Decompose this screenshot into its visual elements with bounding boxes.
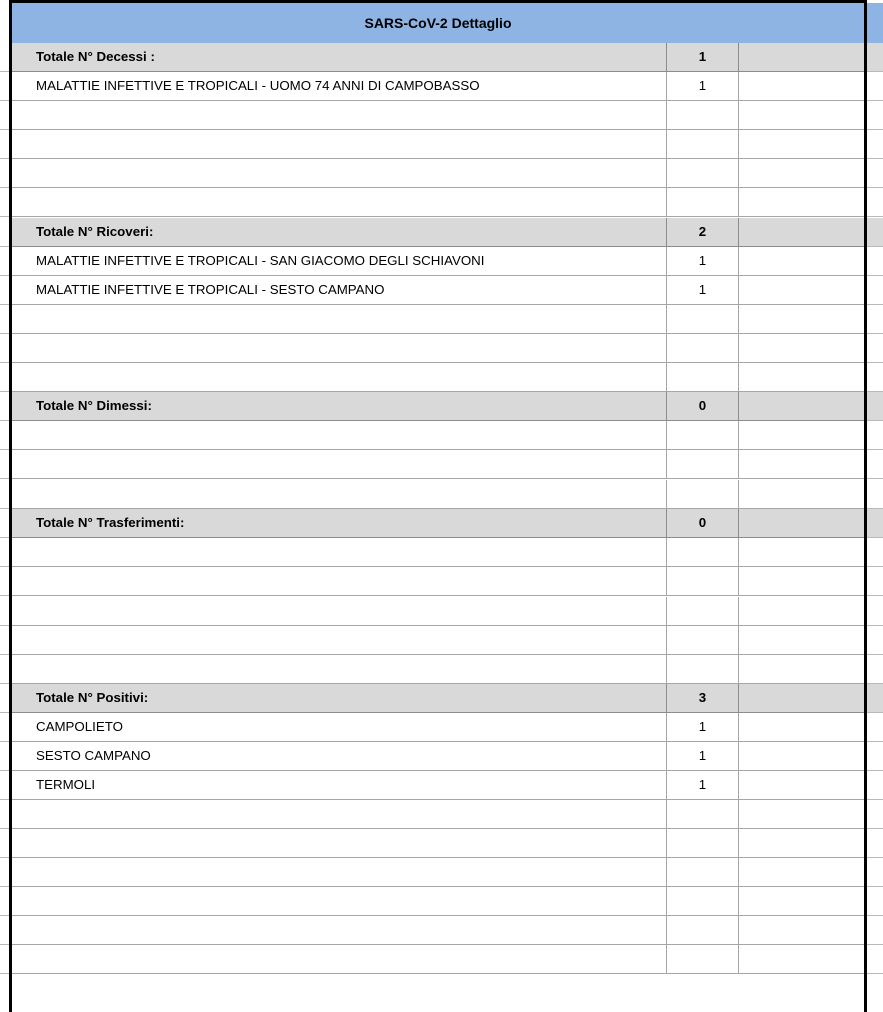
- gridline: [867, 478, 883, 479]
- outside-cell: [867, 421, 883, 450]
- empty-cell[interactable]: [739, 684, 864, 712]
- label-cell[interactable]: MALATTIE INFETTIVE E TROPICALI - UOMO 74 ANNI DI CAMPOBASSO: [12, 72, 667, 100]
- table-row: [12, 655, 864, 684]
- outside-cell: [867, 247, 883, 276]
- empty-cell[interactable]: [739, 43, 864, 71]
- gridline: [0, 886, 9, 887]
- gridline: [0, 683, 9, 684]
- table-row: [12, 421, 864, 450]
- outside-cell: [867, 101, 883, 130]
- table-row: [12, 101, 864, 130]
- gridline: [867, 595, 883, 596]
- outside-cell: [867, 829, 883, 858]
- label-cell[interactable]: [12, 159, 667, 187]
- table-row: [12, 916, 864, 945]
- total-row: [12, 684, 864, 713]
- top-border: [9, 0, 867, 3]
- table-row: [12, 305, 864, 334]
- right-border: [864, 0, 867, 1012]
- sheet-title: SARS-CoV-2 Dettaglio: [12, 3, 864, 44]
- value-cell[interactable]: [667, 538, 739, 566]
- gridline: [0, 100, 9, 101]
- outside-cell: [867, 392, 883, 421]
- total-row: [12, 218, 864, 247]
- value-cell[interactable]: [667, 858, 739, 886]
- outside-cell: [867, 159, 883, 188]
- outside-cell: [867, 188, 883, 217]
- outside-cell: [867, 43, 883, 72]
- outside-cell: [867, 363, 883, 392]
- table-row: [12, 829, 864, 858]
- value-cell[interactable]: [667, 421, 739, 449]
- label-cell[interactable]: MALATTIE INFETTIVE E TROPICALI - SESTO CAMPANO: [12, 276, 667, 304]
- value-cell[interactable]: [667, 305, 739, 333]
- total-value-cell[interactable]: 0: [667, 392, 739, 420]
- label-cell[interactable]: [12, 567, 667, 595]
- total-row: [12, 392, 864, 421]
- value-cell[interactable]: [667, 334, 739, 362]
- value-cell[interactable]: 1: [667, 276, 739, 304]
- empty-cell[interactable]: [739, 509, 864, 537]
- gridline: [0, 187, 9, 188]
- gridline: [0, 973, 9, 974]
- value-cell[interactable]: [667, 480, 739, 508]
- gridline: [0, 391, 9, 392]
- table-row: [12, 597, 864, 626]
- table-row: [12, 742, 864, 771]
- value-cell[interactable]: [667, 188, 739, 216]
- value-cell[interactable]: [667, 597, 739, 625]
- label-cell[interactable]: [12, 101, 667, 129]
- empty-cell[interactable]: [739, 392, 864, 420]
- table-row: [12, 276, 864, 305]
- gridline: [867, 216, 883, 217]
- gridline: [0, 216, 9, 217]
- gridline: [0, 362, 9, 363]
- gridline: [0, 246, 9, 247]
- gridline: [0, 799, 9, 800]
- label-cell[interactable]: CAMPOLIETO: [12, 713, 667, 741]
- outside-cell: [867, 713, 883, 742]
- gridline: [0, 158, 9, 159]
- gridline: [0, 478, 9, 479]
- empty-cell[interactable]: [739, 218, 864, 246]
- outside-cell: [867, 509, 883, 538]
- value-cell[interactable]: 1: [667, 713, 739, 741]
- outside-cell: [867, 450, 883, 479]
- label-cell[interactable]: [12, 655, 667, 683]
- value-cell[interactable]: [667, 567, 739, 595]
- outside-cell: [867, 916, 883, 945]
- gridline: [0, 770, 9, 771]
- table-row: [12, 480, 864, 509]
- gridline: [0, 449, 9, 450]
- table-row: [12, 247, 864, 276]
- label-cell[interactable]: SESTO CAMPANO: [12, 742, 667, 770]
- value-cell[interactable]: [667, 945, 739, 973]
- outside-cell: [867, 72, 883, 101]
- total-label-cell[interactable]: Totale N° Dimessi:: [12, 392, 667, 420]
- outside-cell: [867, 771, 883, 800]
- gridline: [0, 828, 9, 829]
- table-row: [12, 626, 864, 655]
- outside-cell: [867, 334, 883, 363]
- table-row: [12, 567, 864, 596]
- label-cell[interactable]: [12, 421, 667, 449]
- outside-cell: [867, 567, 883, 596]
- outside-cell: [867, 858, 883, 887]
- total-value-cell[interactable]: 3: [667, 684, 739, 712]
- total-row: [12, 43, 864, 72]
- table-row: [12, 450, 864, 479]
- total-value-cell[interactable]: 1: [667, 43, 739, 71]
- table-row: [12, 713, 864, 742]
- total-label-cell[interactable]: Totale N° Trasferimenti:: [12, 509, 667, 537]
- gridline: [0, 654, 9, 655]
- total-value-cell[interactable]: 0: [667, 509, 739, 537]
- label-cell[interactable]: [12, 363, 667, 391]
- gridline: [0, 304, 9, 305]
- total-label-cell[interactable]: Totale N° Decessi :: [12, 43, 667, 71]
- value-cell[interactable]: 1: [667, 742, 739, 770]
- label-cell[interactable]: [12, 334, 667, 362]
- value-cell[interactable]: 1: [667, 247, 739, 275]
- table-row: [12, 771, 864, 800]
- total-label-cell[interactable]: Totale N° Ricoveri:: [12, 218, 667, 246]
- label-cell[interactable]: [12, 480, 667, 508]
- label-cell[interactable]: [12, 916, 667, 944]
- gridline: [0, 71, 9, 72]
- outside-cell: [867, 218, 883, 247]
- table-row: [12, 538, 864, 567]
- label-cell[interactable]: [12, 188, 667, 216]
- value-cell[interactable]: 1: [667, 771, 739, 799]
- table-row: [12, 363, 864, 392]
- label-cell[interactable]: [12, 626, 667, 654]
- total-label-cell[interactable]: Totale N° Positivi:: [12, 684, 667, 712]
- gridline: [867, 973, 883, 974]
- total-row: [12, 509, 864, 538]
- gridline: [0, 625, 9, 626]
- outside-cell: [867, 480, 883, 509]
- value-cell[interactable]: [667, 916, 739, 944]
- value-cell[interactable]: [667, 101, 739, 129]
- left-border: [9, 0, 12, 1012]
- value-cell[interactable]: [667, 626, 739, 654]
- gridline: [0, 915, 9, 916]
- label-cell[interactable]: [12, 945, 667, 973]
- outside-cell: [867, 742, 883, 771]
- outside-cell: [867, 887, 883, 916]
- label-cell[interactable]: [12, 450, 667, 478]
- gridline: [0, 566, 9, 567]
- outside-cell: [867, 305, 883, 334]
- gridline: [0, 712, 9, 713]
- outside-cell: [867, 130, 883, 159]
- value-cell[interactable]: [667, 450, 739, 478]
- gridline: [0, 537, 9, 538]
- value-cell[interactable]: 1: [667, 72, 739, 100]
- gridline: [0, 857, 9, 858]
- label-cell[interactable]: TERMOLI: [12, 771, 667, 799]
- table-row: [12, 188, 864, 217]
- label-cell[interactable]: [12, 538, 667, 566]
- table-row: [12, 858, 864, 887]
- label-cell[interactable]: MALATTIE INFETTIVE E TROPICALI - SAN GIACOMO DEGLI SCHIAVONI: [12, 247, 667, 275]
- label-cell[interactable]: [12, 829, 667, 857]
- value-cell[interactable]: [667, 655, 739, 683]
- total-value-cell[interactable]: 2: [667, 218, 739, 246]
- gridline: [0, 595, 9, 596]
- value-cell[interactable]: [667, 887, 739, 915]
- value-cell[interactable]: [667, 363, 739, 391]
- outside-cell: [867, 945, 883, 974]
- gridline: [0, 275, 9, 276]
- label-cell[interactable]: [12, 597, 667, 625]
- outside-cell: [867, 684, 883, 713]
- outside-cell: [867, 800, 883, 829]
- label-cell[interactable]: [12, 800, 667, 828]
- value-cell[interactable]: [667, 829, 739, 857]
- value-cell[interactable]: [667, 159, 739, 187]
- label-cell[interactable]: [12, 858, 667, 886]
- gridline: [0, 420, 9, 421]
- gridline: [0, 508, 9, 509]
- gridline: [0, 944, 9, 945]
- gridline: [0, 333, 9, 334]
- outside-cell: [867, 655, 883, 684]
- value-cell[interactable]: [667, 800, 739, 828]
- table-row: [12, 887, 864, 916]
- table-row: [12, 72, 864, 101]
- value-cell[interactable]: [667, 130, 739, 158]
- label-cell[interactable]: [12, 305, 667, 333]
- outside-cell: [867, 626, 883, 655]
- label-cell[interactable]: [12, 887, 667, 915]
- table-row: [12, 130, 864, 159]
- table-row: [12, 159, 864, 188]
- outside-cell: [867, 276, 883, 305]
- table-row: [12, 800, 864, 829]
- title-fill-right: [867, 3, 883, 43]
- outside-cell: [867, 538, 883, 567]
- label-cell[interactable]: [12, 130, 667, 158]
- table-row: [12, 945, 864, 974]
- gridline: [0, 129, 9, 130]
- outside-cell: [867, 597, 883, 626]
- gridline: [0, 741, 9, 742]
- table-row: [12, 334, 864, 363]
